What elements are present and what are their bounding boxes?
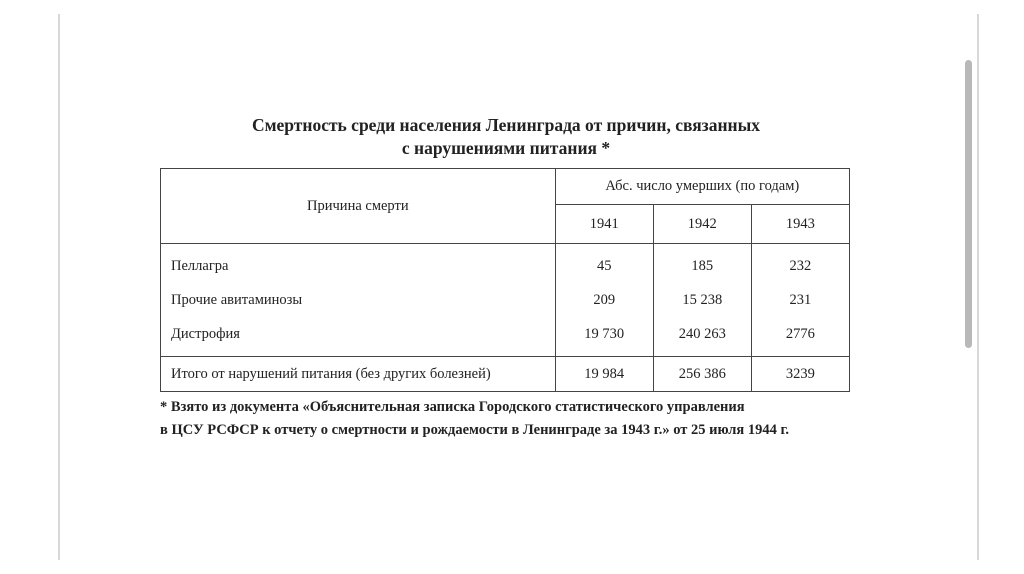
footnote-line-2: в ЦСУ РСФСР к отчету о смертности и рождаемости в Ленинграде за 1943 г.» от 25 июля 1944 г. [160, 422, 790, 438]
cause-cell: Прочие авитаминозы [171, 292, 303, 308]
cause-header: Причина смерти [161, 169, 556, 244]
total-value-1943: 3239 [751, 357, 849, 392]
value-cell: 232 [789, 258, 812, 274]
value-cell: 240 263 [678, 326, 726, 342]
cause-column [161, 244, 556, 357]
page-left-edge [58, 14, 60, 560]
total-label: Итого от нарушений питания (без других болезней) [161, 357, 556, 392]
footnote-line-1: * Взято из документа «Объяснительная записка Городского статистического управления [160, 399, 745, 415]
values-column-1941 [555, 244, 653, 357]
title-line-1: Смертность среди населения Ленинграда от причин, связанных [251, 115, 761, 135]
total-row [161, 357, 850, 392]
value-cell: 231 [789, 292, 812, 308]
mortality-table [160, 168, 850, 392]
table-body-row [161, 244, 850, 357]
value-cell: 19 730 [584, 326, 625, 342]
values-column-1943 [751, 244, 849, 357]
value-cell: 45 [596, 258, 612, 274]
vertical-scrollbar[interactable] [965, 60, 972, 348]
year-header-1941: 1941 [555, 205, 653, 244]
value-cell: 209 [593, 292, 616, 308]
values-column-1942 [653, 244, 751, 357]
page-title [160, 114, 852, 160]
value-cell: 185 [691, 258, 714, 274]
title-line-2: с нарушениями питания * [401, 138, 611, 158]
cause-cell: Дистрофия [171, 326, 240, 342]
page-right-edge [977, 14, 979, 560]
group-header: Абс. число умерших (по годам) [555, 169, 849, 205]
value-cell: 2776 [785, 326, 815, 342]
total-value-1941: 19 984 [555, 357, 653, 392]
value-cell: 15 238 [682, 292, 723, 308]
footnote [160, 396, 852, 442]
cause-cell: Пеллагра [171, 258, 229, 274]
total-value-1942: 256 386 [653, 357, 751, 392]
year-header-1942: 1942 [653, 205, 751, 244]
year-header-1943: 1943 [751, 205, 849, 244]
